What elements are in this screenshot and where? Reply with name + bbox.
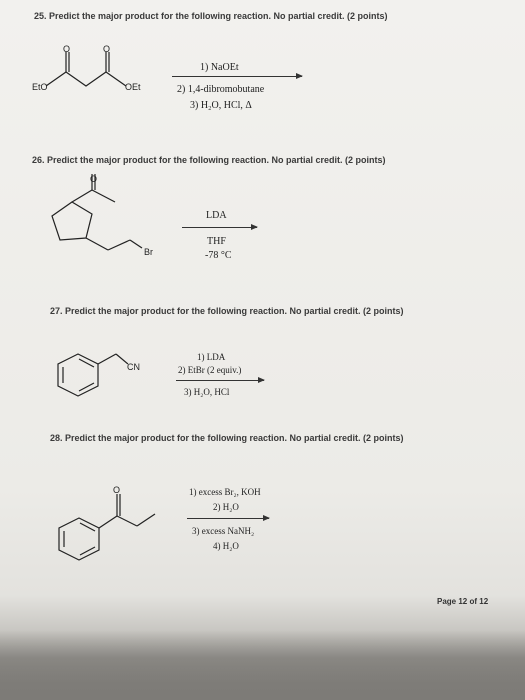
q27-cn-label: CN bbox=[127, 362, 140, 372]
q27-reaction-arrow bbox=[176, 380, 264, 381]
q28-carbonyl-o-label: O bbox=[113, 485, 121, 495]
q25-reagent-2: 2) 1,4-dibromobutane bbox=[177, 84, 265, 95]
q26-carbonyl-o-label: O bbox=[90, 174, 98, 184]
q25-reaction-arrow bbox=[172, 76, 302, 77]
q28-reagent-1: 1) excess Br₂, KOH bbox=[189, 487, 261, 497]
q28-reagent-3: 3) excess NaNH₂ bbox=[192, 526, 255, 536]
carbonyl-o-label-1: O bbox=[63, 44, 71, 54]
q27-reagent-1: 1) LDA bbox=[197, 352, 226, 362]
question-25-title: 25. Predict the major product for the following reaction. No partial credit. (2 points) bbox=[34, 11, 388, 21]
q26-br-label: Br bbox=[144, 247, 153, 257]
q25-reagent-1: 1) NaOEt bbox=[200, 62, 239, 73]
q26-reaction-arrow bbox=[182, 227, 257, 228]
page-number: Page 12 of 12 bbox=[437, 597, 489, 606]
question-26-title: 26. Predict the major product for the following reaction. No partial credit. (2 points) bbox=[32, 155, 386, 165]
q27-reagent-3: 3) H₂O, HCl bbox=[184, 387, 230, 397]
q27-reagent-2: 2) EtBr (2 equiv.) bbox=[178, 365, 242, 375]
q25-reagent-3: 3) H₂O, HCl, Δ bbox=[190, 100, 252, 111]
q28-reagent-2: 2) H₂O bbox=[213, 502, 239, 512]
oet-label: OEt bbox=[125, 82, 141, 92]
q26-reagent-temp: -78 °C bbox=[205, 250, 232, 261]
eto-label: EtO bbox=[32, 82, 48, 92]
q26-reagent-thf: THF bbox=[207, 236, 226, 247]
benzyl-nitrile-structure bbox=[48, 340, 158, 400]
q28-reaction-arrow bbox=[187, 518, 269, 519]
q26-reagent-lda: LDA bbox=[206, 210, 227, 221]
question-28-title: 28. Predict the major product for the following reaction. No partial credit. (2 points) bbox=[50, 433, 404, 443]
q28-reagent-4: 4) H₂O bbox=[213, 541, 239, 551]
carbonyl-o-label-2: O bbox=[103, 44, 111, 54]
question-27-title: 27. Predict the major product for the following reaction. No partial credit. (2 points) bbox=[50, 306, 404, 316]
page-bottom-shadow bbox=[0, 630, 525, 700]
diethyl-malonate-structure bbox=[30, 40, 170, 100]
